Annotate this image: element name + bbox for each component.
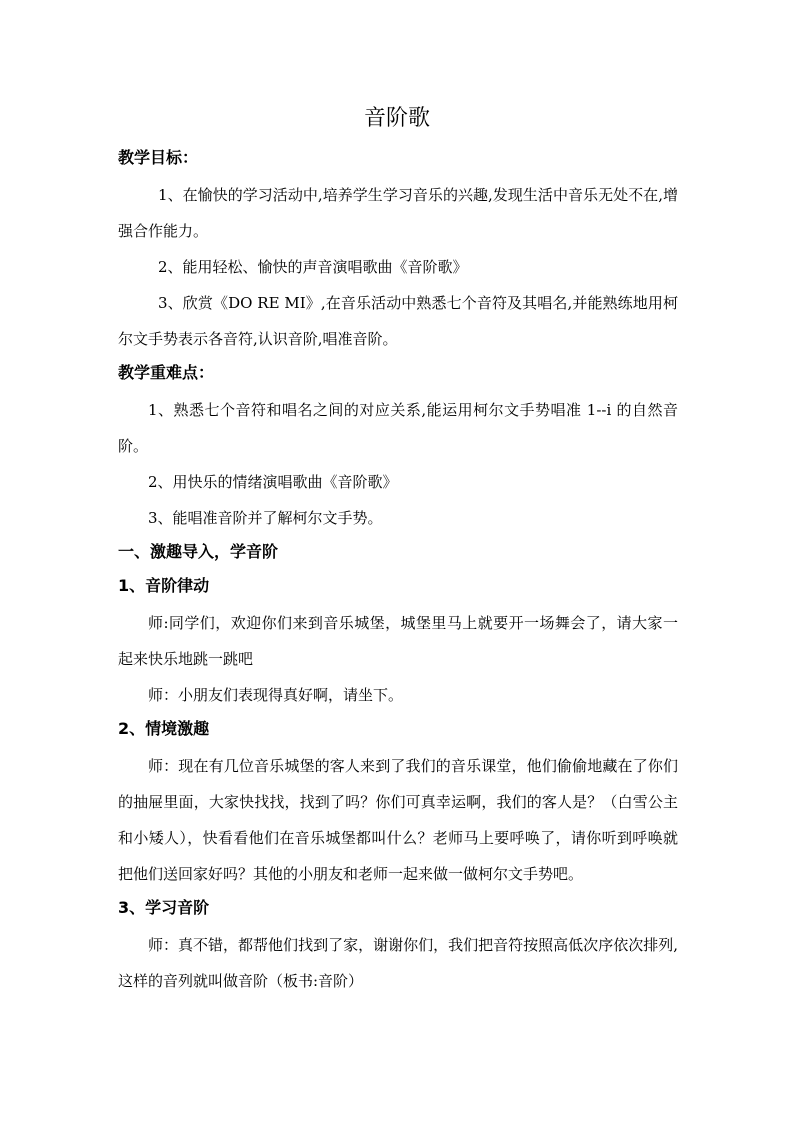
paragraph: 师：小朋友们表现得真好啊，请坐下。: [148, 686, 404, 704]
sub1-heading: 1、音阶律动: [118, 576, 210, 595]
keypoint-item: 2、用快乐的情绪演唱歌曲《音阶歌》: [148, 473, 398, 491]
goal-item: 3、欣赏《DO RE MI》,在音乐活动中熟悉七个音符及其唱名,并能熟练地用柯尔文手势表示各音符,认识音阶,唱准音阶。: [118, 294, 678, 348]
section1-heading: 一、激趣导入，学音阶: [118, 542, 279, 561]
goal-item: 1、在愉快的学习活动中,培养学生学习音乐的兴趣,发现生活中音乐无处不在,增强合作能力。: [118, 186, 678, 240]
paragraph: 师：真不错，都帮他们找到了家，谢谢你们，我们把音符按照高低次序依次排列,这样的音列就叫做音阶（板书:音阶）: [118, 936, 678, 990]
goals-heading: 教学目标：: [118, 148, 199, 167]
keypoint-item: 1、熟悉七个音符和唱名之间的对应关系,能运用柯尔文手势唱准 1--i 的自然音阶。: [118, 401, 678, 455]
keypoint-item: 3、能唱准音阶并了解柯尔文手势。: [148, 509, 383, 527]
document-body: [118, 148, 678, 999]
goal-item: 2、能用轻松、愉快的声音演唱歌曲《音阶歌》: [158, 258, 468, 276]
paragraph: 师：现在有几位音乐城堡的客人来到了我们的音乐课堂，他们偷偷地藏在了你们的抽屉里面，大家快找找，找到了吗？你们可真幸运啊，我们的客人是？（白雪公主和小矮人），快看看他们在音乐城堡都叫什么？老师马上要呼唤了，请你听到呼唤就把他们送回家好吗？其他的小朋友和老师一起来做一做柯尔文手势吧。: [118, 757, 678, 883]
paragraph: 师:同学们，欢迎你们来到音乐城堡，城堡里马上就要开一场舞会了，请大家一起来快乐地跳一跳吧: [118, 614, 678, 668]
sub3-heading: 3、学习音阶: [118, 898, 210, 917]
sub2-heading: 2、情境激趣: [118, 719, 210, 738]
page-title: 音阶歌: [363, 106, 430, 131]
keypoints-heading: 教学重难点：: [118, 363, 215, 382]
